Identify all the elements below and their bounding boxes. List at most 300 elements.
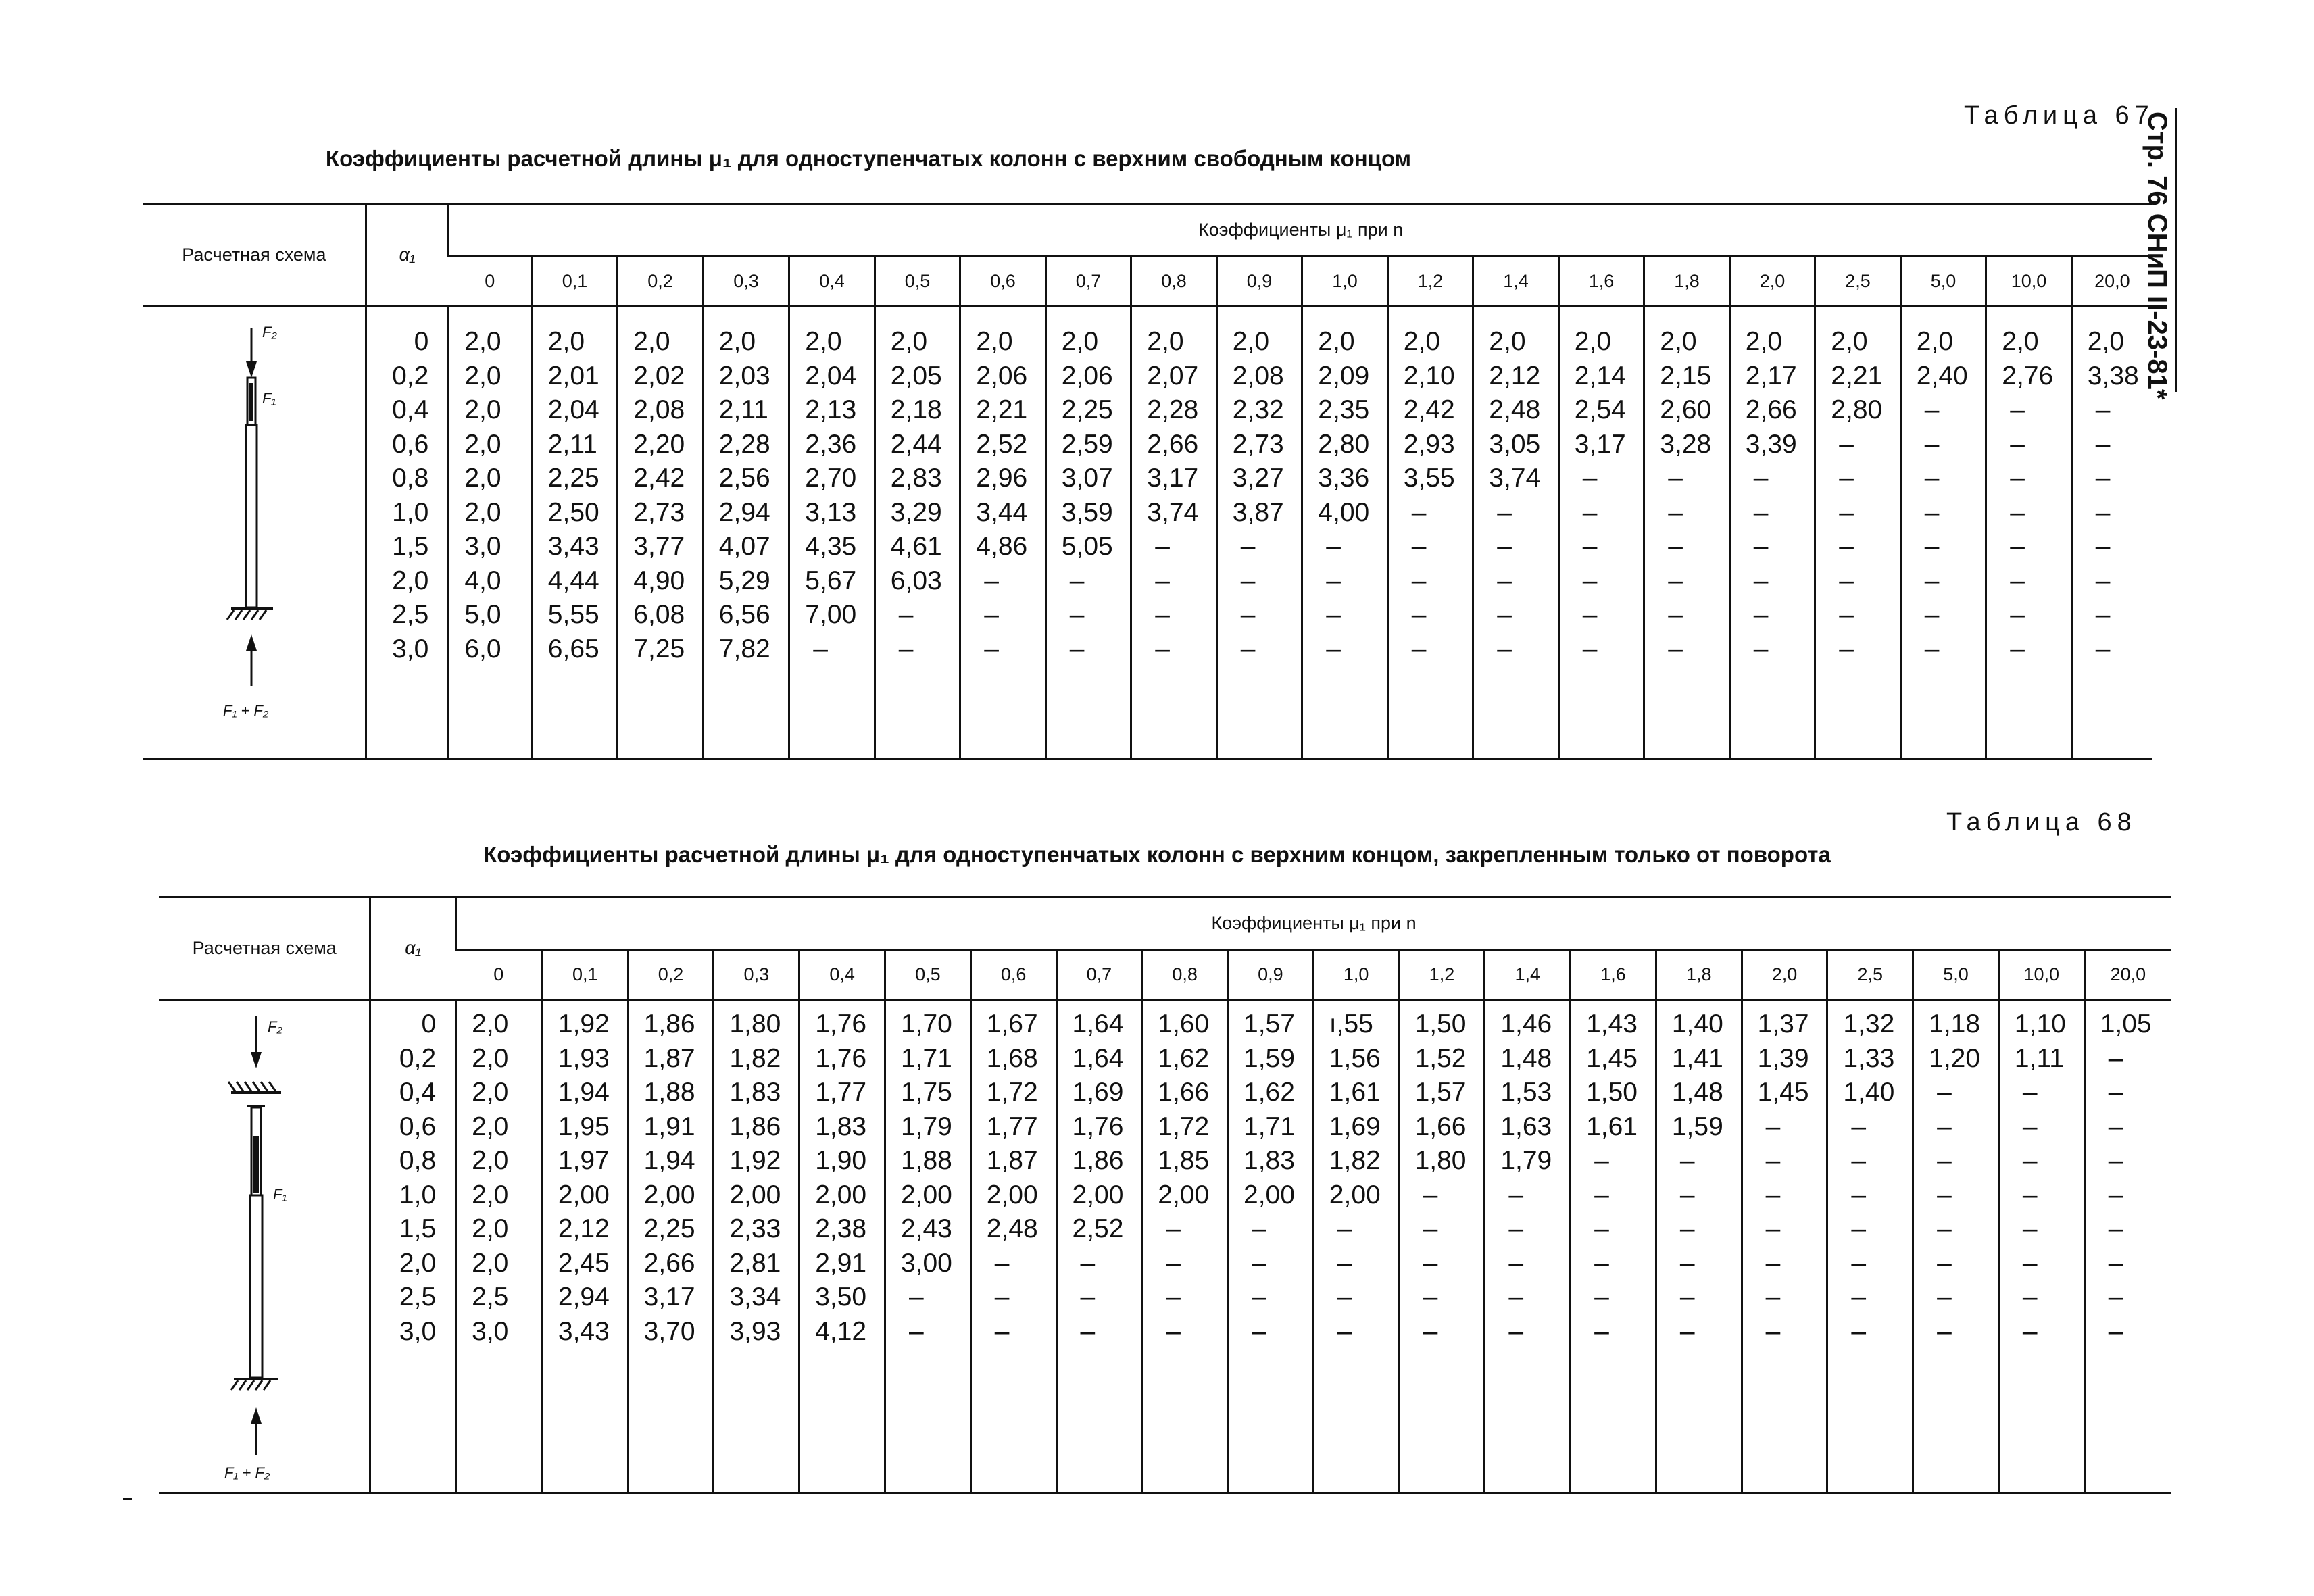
table-cell-value: 2,54 xyxy=(1574,395,1626,424)
table-cell-value: 1,50 xyxy=(1414,1009,1467,1039)
table-cell-value: 3,50 xyxy=(815,1282,867,1312)
alpha-value: 1,0 xyxy=(399,1180,437,1210)
value-list xyxy=(1389,307,1473,666)
side-caption-rule xyxy=(2175,108,2177,392)
table-cell-value: – xyxy=(1240,566,1256,595)
table-cell-value: 3,38 xyxy=(2087,361,2139,391)
table-cell-value: 1,94 xyxy=(643,1146,695,1175)
value-column xyxy=(714,1000,799,1493)
table-cell-value: – xyxy=(2095,497,2111,527)
table-cell-value: 3,55 xyxy=(1403,464,1455,493)
table-cell-value: – xyxy=(1166,1248,1181,1278)
n-header-cell: 0,8 xyxy=(1142,950,1228,1000)
table-cell-value: 2,0 xyxy=(464,395,501,424)
table-cell-value: – xyxy=(1069,566,1085,595)
value-list xyxy=(543,1001,627,1349)
n-header-cell: 2,5 xyxy=(1827,950,1913,1000)
table-cell-value: 1,62 xyxy=(1244,1078,1295,1107)
table-cell-value: 7,25 xyxy=(633,634,685,664)
alpha-value: 1,5 xyxy=(399,1214,437,1243)
table-cell-value: 2,44 xyxy=(890,429,942,459)
table-cell-value: – xyxy=(1166,1316,1181,1346)
table-cell-value: 1,76 xyxy=(1072,1112,1124,1141)
table-cell-value: 2,42 xyxy=(633,464,685,493)
value-list xyxy=(1400,1001,1484,1349)
table-cell-value: – xyxy=(1155,532,1170,561)
table-cell-value: – xyxy=(1069,600,1085,629)
value-column xyxy=(1742,1000,1827,1493)
table-cell-value: – xyxy=(1839,532,1854,561)
alpha-values xyxy=(371,1001,455,1349)
alpha-value: 0,2 xyxy=(392,361,429,391)
table-cell-value: 4,00 xyxy=(1318,497,1370,527)
table-cell-value: 2,0 xyxy=(1061,327,1099,356)
table-cell-value: – xyxy=(2095,395,2111,424)
table-cell-value: 1,93 xyxy=(558,1043,610,1073)
n-header-cell: 2,5 xyxy=(1815,257,1901,307)
table-cell-value: 3,00 xyxy=(900,1248,952,1278)
table-cell-value: 3,17 xyxy=(643,1282,695,1312)
table-cell-value: 1,63 xyxy=(1500,1112,1552,1141)
table-cell-value: – xyxy=(1924,429,1940,459)
alpha-value: 0,4 xyxy=(399,1078,437,1107)
table-cell-value: 1,88 xyxy=(643,1078,695,1107)
value-list xyxy=(1816,307,1900,666)
table-cell-value: 2,00 xyxy=(1072,1180,1124,1210)
n-header-cell: 1,0 xyxy=(1313,950,1399,1000)
table-cell-value: 1,20 xyxy=(1929,1043,1981,1073)
table-cell-value: – xyxy=(1508,1248,1524,1278)
table-cell-value: 2,0 xyxy=(464,361,501,391)
table-cell-value: 1,92 xyxy=(729,1146,781,1175)
data-row xyxy=(159,1000,2171,1493)
alpha-value: 2,5 xyxy=(392,600,429,629)
table-cell-value: – xyxy=(1937,1078,1952,1107)
value-list xyxy=(1657,1001,1741,1349)
table-cell-value: 2,28 xyxy=(718,429,770,459)
table-cell-value: – xyxy=(1937,1112,1952,1141)
table-cell-value: – xyxy=(1411,634,1427,664)
table-cell-value: 1,83 xyxy=(815,1112,867,1141)
value-list xyxy=(714,1001,798,1349)
scheme-header: Расчетная схема xyxy=(159,897,370,1000)
table-cell-value: 2,81 xyxy=(729,1248,781,1278)
table-cell-value: 4,86 xyxy=(976,532,1028,561)
table-cell-value: – xyxy=(2108,1112,2123,1141)
table-cell-value: – xyxy=(1423,1282,1438,1312)
value-list xyxy=(1314,1001,1398,1349)
table-cell-value: 2,0 xyxy=(472,1180,509,1210)
table-cell-value: 1,43 xyxy=(1586,1009,1638,1039)
n-header-cell: 0,5 xyxy=(885,950,970,1000)
table-cell-value: – xyxy=(1240,532,1256,561)
table-cell-value: 2,33 xyxy=(729,1214,781,1243)
n-header-cell: 0 xyxy=(449,257,532,307)
value-list xyxy=(972,1001,1056,1349)
table-cell-value: – xyxy=(1851,1282,1867,1312)
table-cell-value: 2,03 xyxy=(718,361,770,391)
table-cell-value: – xyxy=(1411,532,1427,561)
table-cell-value: 2,59 xyxy=(1061,429,1113,459)
n-header-cell: 10,0 xyxy=(1986,257,2072,307)
table-cell-value: 2,0 xyxy=(1318,327,1355,356)
table-cell-value: 1,75 xyxy=(900,1078,952,1107)
table-68-label: Таблица 68 xyxy=(1946,808,2137,837)
n-header-cell: 0,1 xyxy=(542,950,628,1000)
value-column xyxy=(960,307,1046,759)
table-cell-value: – xyxy=(1155,600,1170,629)
table-cell-value: 1,97 xyxy=(558,1146,610,1175)
table-cell-value: 1,50 xyxy=(1586,1078,1638,1107)
table-cell-value: 1,46 xyxy=(1500,1009,1552,1039)
table-cell-value: 2,0 xyxy=(547,327,585,356)
table-cell-value: 1,92 xyxy=(558,1009,610,1039)
n-header-cell: 0,9 xyxy=(1228,950,1314,1000)
table-cell-value: 2,0 xyxy=(1574,327,1612,356)
table-cell-value: – xyxy=(994,1282,1010,1312)
table-cell-value: – xyxy=(1937,1248,1952,1278)
table-cell-value: – xyxy=(1326,634,1341,664)
n-header-cell: 0,2 xyxy=(618,257,704,307)
value-list xyxy=(618,307,702,666)
page-side-caption: Стр. 76 СНиП II-23-81* xyxy=(2142,111,2172,400)
alpha-value: 1,0 xyxy=(392,497,429,527)
table-cell-value: – xyxy=(1765,1112,1781,1141)
table-cell-value: – xyxy=(1594,1146,1609,1175)
table-cell-value: – xyxy=(898,600,914,629)
table-cell-value: 2,66 xyxy=(1147,429,1199,459)
table-cell-value: – xyxy=(1326,600,1341,629)
table-cell-value: 2,0 xyxy=(1916,327,1954,356)
table-cell-value: 3,70 xyxy=(643,1316,695,1346)
n-header-cell: 0,6 xyxy=(960,257,1046,307)
table-cell-value: – xyxy=(2022,1282,2038,1312)
table-cell-value: – xyxy=(1411,566,1427,595)
n-header-cell: 1,4 xyxy=(1473,257,1559,307)
table-cell-value: 2,0 xyxy=(1745,327,1783,356)
value-list xyxy=(1229,1001,1312,1349)
table-cell-value: 5,55 xyxy=(547,600,599,629)
value-column xyxy=(1986,307,2072,759)
n-header-cell: 1,2 xyxy=(1399,950,1485,1000)
table-cell-value: 3,87 xyxy=(1232,497,1284,527)
table-cell-value: – xyxy=(1839,429,1854,459)
table-cell-value: – xyxy=(1252,1214,1266,1243)
value-list xyxy=(449,307,531,666)
table-cell-value: 3,05 xyxy=(1489,429,1541,459)
table-cell-value: – xyxy=(2108,1316,2123,1346)
table-cell-value: 3,36 xyxy=(1318,464,1370,493)
table-cell-value: 1,90 xyxy=(815,1146,867,1175)
table-cell-value: – xyxy=(1839,464,1854,493)
table-cell-value: – xyxy=(908,1282,924,1312)
table-cell-value: 1,61 xyxy=(1329,1078,1381,1107)
table-cell-value: – xyxy=(1594,1214,1609,1243)
value-column xyxy=(1644,307,1730,759)
table-cell-value: 4,12 xyxy=(815,1316,867,1346)
alpha-value: 2,0 xyxy=(399,1248,437,1278)
table-cell-value: – xyxy=(1594,1180,1609,1210)
value-column xyxy=(1571,1000,1656,1493)
table-cell-value: – xyxy=(1679,1146,1695,1175)
value-column xyxy=(2071,307,2152,759)
table-cell-value: 3,44 xyxy=(976,497,1028,527)
table-cell-value: – xyxy=(1080,1316,1096,1346)
n-header-cell: 0,9 xyxy=(1216,257,1302,307)
table-cell-value: 2,00 xyxy=(1329,1180,1381,1210)
table-cell-value: – xyxy=(1765,1146,1781,1175)
table-cell-value: 1,80 xyxy=(729,1009,781,1039)
alpha-value: 2,0 xyxy=(392,566,429,595)
table-cell-value: 2,25 xyxy=(547,464,599,493)
value-column xyxy=(1473,307,1559,759)
table-cell-value: – xyxy=(2095,600,2111,629)
table-cell-value: – xyxy=(1582,566,1598,595)
table-cell-value: 1,11 xyxy=(2014,1043,2064,1073)
table-cell-value: – xyxy=(1582,634,1598,664)
table-cell-value: – xyxy=(1753,566,1769,595)
table-67-title: Коэффициенты расчетной длины μ₁ для одноступенчатых колонн с верхним свободным концом xyxy=(325,146,1412,171)
table-cell-value: 2,0 xyxy=(633,327,670,356)
value-column xyxy=(1827,1000,1913,1493)
table-cell-value: – xyxy=(1497,566,1512,595)
n-header-cell: 0,5 xyxy=(875,257,960,307)
table-cell-value: 2,12 xyxy=(558,1214,610,1243)
table-cell-value: – xyxy=(1508,1316,1524,1346)
table-cell-value: 2,17 xyxy=(1745,361,1797,391)
table-cell-value: 1,59 xyxy=(1244,1043,1295,1073)
table-cell-value: 2,12 xyxy=(1489,361,1541,391)
table-cell-value: 1,91 xyxy=(643,1112,695,1141)
table-cell-value: 6,08 xyxy=(633,600,685,629)
value-column xyxy=(1216,307,1302,759)
table-cell-value: – xyxy=(1839,497,1854,527)
table-cell-value: 1,85 xyxy=(1158,1146,1210,1175)
n-header-cell: 2,0 xyxy=(1742,950,1827,1000)
table-cell-value: 4,44 xyxy=(547,566,599,595)
table-cell-value: – xyxy=(1337,1214,1352,1243)
table-cell-value: 2,07 xyxy=(1147,361,1199,391)
table-cell-value: 1,69 xyxy=(1329,1112,1381,1141)
table-cell-value: 2,00 xyxy=(815,1180,867,1210)
table-cell-value: 2,73 xyxy=(1232,429,1284,459)
table-cell-value: 2,0 xyxy=(464,429,501,459)
table-cell-value: 2,08 xyxy=(633,395,685,424)
table-cell-value: 3,28 xyxy=(1660,429,1712,459)
table-cell-value: 1,94 xyxy=(558,1078,610,1107)
table-cell-value: 1,86 xyxy=(729,1112,781,1141)
value-column xyxy=(1815,307,1901,759)
table-cell-value: 5,29 xyxy=(718,566,770,595)
table-cell-value: 3,93 xyxy=(729,1316,781,1346)
table-cell-value: – xyxy=(1240,634,1256,664)
table-cell-value: – xyxy=(984,600,999,629)
table-cell-value: 6,65 xyxy=(547,634,599,664)
table-cell-value: – xyxy=(2095,429,2111,459)
table-cell-value: 4,35 xyxy=(805,532,857,561)
value-list xyxy=(1828,1001,1912,1349)
n-header-cell: 0,7 xyxy=(1045,257,1131,307)
table-cell-value: 2,91 xyxy=(815,1248,867,1278)
table-cell-value: 1,66 xyxy=(1158,1078,1210,1107)
table-cell-value: – xyxy=(1582,600,1598,629)
table-cell-value: 2,0 xyxy=(472,1043,509,1073)
table-cell-value: 2,50 xyxy=(547,497,599,527)
n-header-cell: 10,0 xyxy=(1998,950,2084,1000)
alpha-value: 0 xyxy=(421,1009,437,1039)
value-column xyxy=(1729,307,1815,759)
n-header-cell: 1,6 xyxy=(1558,257,1644,307)
n-header-cell: 1,8 xyxy=(1644,257,1730,307)
table-cell-value: 1,66 xyxy=(1414,1112,1467,1141)
table-cell-value: 7,00 xyxy=(805,600,857,629)
table-cell-value: – xyxy=(1582,497,1598,527)
table-cell-value: – xyxy=(1668,464,1683,493)
table-cell-value: – xyxy=(2022,1078,2038,1107)
table-cell-value: 1,83 xyxy=(729,1078,781,1107)
table-cell-value: – xyxy=(813,634,828,664)
value-list xyxy=(1731,307,1815,666)
table-cell-value: 3,43 xyxy=(558,1316,610,1346)
n-header-row xyxy=(159,950,2171,1000)
value-list xyxy=(961,307,1045,666)
table-cell-value: 2,36 xyxy=(805,429,857,459)
table-cell-value: 2,40 xyxy=(1916,361,1968,391)
table-cell-value: 1,64 xyxy=(1072,1009,1124,1039)
table-cell-value: 3,43 xyxy=(547,532,599,561)
table-cell-value: 2,52 xyxy=(976,429,1028,459)
table-cell-value: 7,82 xyxy=(718,634,770,664)
n-header-cell: 0,4 xyxy=(789,257,875,307)
table-cell-value: – xyxy=(1924,600,1940,629)
table-cell-value: 2,0 xyxy=(464,464,501,493)
table-cell-value: 2,15 xyxy=(1660,361,1712,391)
table-cell-value: 2,94 xyxy=(558,1282,610,1312)
label-f1-plus-f2: F₁ + F₂ xyxy=(224,1464,270,1481)
table-cell-value: – xyxy=(1851,1180,1867,1210)
scheme-header: Расчетная схема xyxy=(143,204,366,307)
table-cell-value: – xyxy=(1937,1316,1952,1346)
table-cell-value: – xyxy=(2095,566,2111,595)
table-cell-value: – xyxy=(1668,532,1683,561)
value-column xyxy=(618,307,704,759)
table-cell-value: 2,00 xyxy=(986,1180,1038,1210)
alpha-cell xyxy=(370,1000,456,1493)
table-cell-value: – xyxy=(1679,1214,1695,1243)
table-cell-value: – xyxy=(1252,1282,1266,1312)
table-cell-value: 2,11 xyxy=(547,429,597,459)
value-list xyxy=(1571,1001,1655,1349)
value-column xyxy=(1558,307,1644,759)
table-cell-value: – xyxy=(1080,1248,1096,1278)
table-cell-value: 1,53 xyxy=(1500,1078,1552,1107)
value-list xyxy=(1485,1001,1569,1349)
table-cell-value: 2,80 xyxy=(1831,395,1883,424)
table-cell-value: – xyxy=(1411,600,1427,629)
table-cell-value: 2,0 xyxy=(472,1078,509,1107)
table-cell-value: – xyxy=(2108,1214,2123,1243)
table-cell-value: 1,82 xyxy=(729,1043,781,1073)
table-cell-value: 1,45 xyxy=(1586,1043,1638,1073)
table-cell-value: – xyxy=(1411,497,1427,527)
n-header-cell: 0,4 xyxy=(799,950,885,1000)
table-cell-value: 1,80 xyxy=(1414,1146,1467,1175)
table-cell-value: – xyxy=(1337,1248,1352,1278)
label-f1: F₁ xyxy=(273,1186,287,1203)
table-cell-value: 1,48 xyxy=(1671,1078,1723,1107)
table-cell-value: – xyxy=(1765,1180,1781,1210)
table-cell-value: 1,05 xyxy=(2100,1009,2152,1039)
value-column xyxy=(1900,307,1986,759)
table-cell-value: 6,03 xyxy=(890,566,942,595)
table-cell-value: – xyxy=(1679,1180,1695,1210)
table-cell-value: 1,32 xyxy=(1843,1009,1895,1039)
table-cell-value: 2,13 xyxy=(805,395,857,424)
table-cell-value: 2,0 xyxy=(472,1248,509,1278)
table-cell-value: 1,87 xyxy=(643,1043,695,1073)
table-cell-value: – xyxy=(1337,1282,1352,1312)
table-cell-value: 2,93 xyxy=(1403,429,1455,459)
table-cell-value: – xyxy=(1851,1214,1867,1243)
n-header-cell: 20,0 xyxy=(2071,257,2152,307)
table-cell-value: – xyxy=(2108,1078,2123,1107)
value-column xyxy=(1399,1000,1485,1493)
value-list xyxy=(1058,1001,1141,1349)
table-cell-value: 2,0 xyxy=(976,327,1013,356)
table-cell-value: – xyxy=(2022,1112,2038,1141)
value-list xyxy=(1560,307,1644,666)
table-cell-value: – xyxy=(1668,566,1683,595)
table-cell-value: – xyxy=(2108,1146,2123,1175)
table-cell-value: – xyxy=(1508,1180,1524,1210)
value-column xyxy=(542,1000,628,1493)
value-column xyxy=(1045,307,1131,759)
table-cell-value: 2,05 xyxy=(890,361,942,391)
table-67-label: Таблица 67 xyxy=(1964,101,2155,130)
table-cell-value: – xyxy=(2022,1316,2038,1346)
table-cell-value: 2,10 xyxy=(1403,361,1455,391)
value-column xyxy=(875,307,960,759)
alpha-value: 0 xyxy=(414,327,429,356)
table-cell-value: 1,82 xyxy=(1329,1146,1381,1175)
table-cell-value: 6,0 xyxy=(464,634,501,664)
table-cell-value: – xyxy=(1668,600,1683,629)
alpha-value: 2,5 xyxy=(399,1282,437,1312)
table-cell-value: 2,00 xyxy=(1244,1180,1295,1210)
table-cell-value: 3,77 xyxy=(633,532,685,561)
table-cell-value: 2,0 xyxy=(1147,327,1184,356)
table-cell-value: 2,5 xyxy=(472,1282,509,1312)
table-cell-value: – xyxy=(1497,497,1512,527)
table-cell-value: 2,0 xyxy=(464,497,501,527)
table-cell-value: 1,72 xyxy=(1158,1112,1210,1141)
table-cell-value: – xyxy=(1851,1316,1867,1346)
table-cell-value: 2,0 xyxy=(2002,327,2039,356)
label-f2: F₂ xyxy=(262,324,277,341)
table-cell-value: – xyxy=(1326,566,1341,595)
alpha-header: α₁ xyxy=(366,204,448,307)
table-cell-value: – xyxy=(1839,566,1854,595)
table-cell-value: 2,83 xyxy=(890,464,942,493)
alpha-value: 1,5 xyxy=(392,532,429,561)
table-cell-value: – xyxy=(1924,566,1940,595)
table-cell-value: 2,00 xyxy=(558,1180,610,1210)
table-cell-value: 2,0 xyxy=(472,1112,509,1141)
table-cell-value: – xyxy=(1924,497,1940,527)
table-cell-value: 1,71 xyxy=(1244,1112,1295,1141)
table-cell-value: 2,43 xyxy=(900,1214,952,1243)
table-cell-value: 2,00 xyxy=(643,1180,695,1210)
